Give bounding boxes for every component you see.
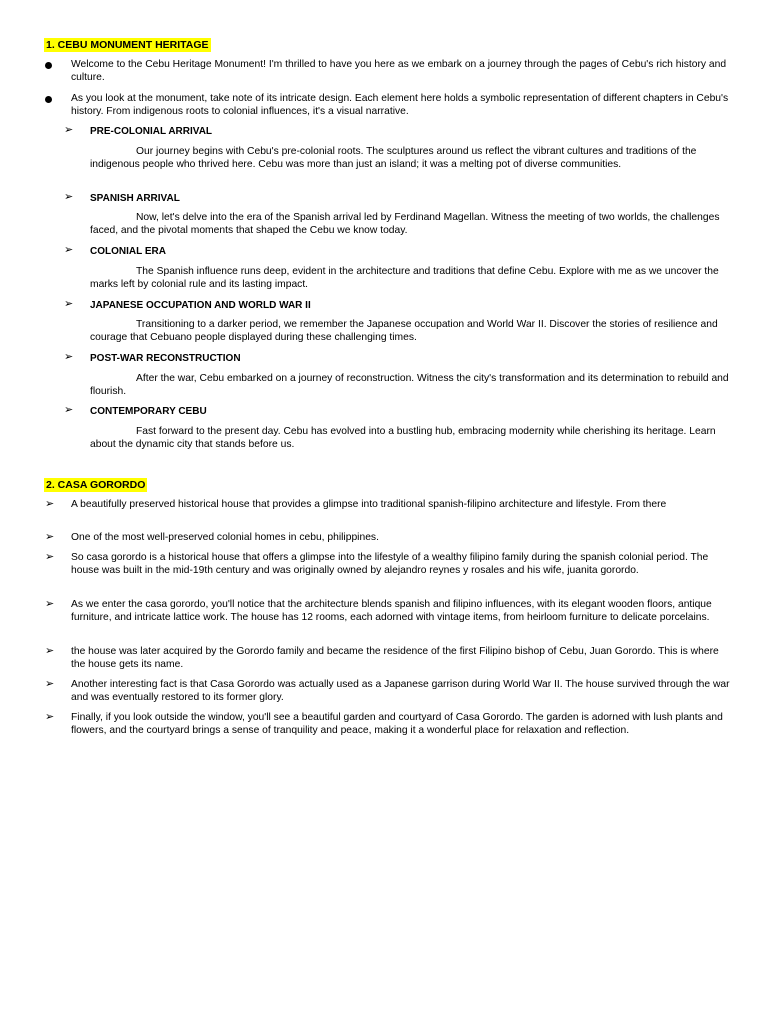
arrow-bullet-icon: ➢ [45,678,55,690]
section-1-bullet-2: As you look at the monument, take note of its intricate design. Each element here holds a symbolic representation of different chapters in Cebu's history. From indigenous roots to colonial influences, it's a visual narrative. [71,93,729,118]
subsection-title-japanese-occupation: JAPANESE OCCUPATION AND WORLD WAR II [90,300,311,311]
arrow-bullet-icon: ➢ [64,124,74,136]
section-2-item-4: As we enter the casa gorordo, you'll notice that the architecture blends spanish and filipino influences, with its elegant wooden floors, antique furniture, and intricate lattice work. The house has 12 rooms, each adorned with vintage items, from heirloom furniture to delicate porcelains. [71,599,712,624]
section-2-item-2: One of the most well-preserved colonial homes in cebu, philippines. [71,532,379,543]
section-2-heading: 2. CASA GORORDO [46,479,146,491]
arrow-bullet-icon: ➢ [64,404,74,416]
subsection-text-post-war: After the war, Cebu embarked on a journey of reconstruction. Witness the city's transformation and its determination to rebuild and flourish. [90,373,729,398]
arrow-bullet-icon: ➢ [64,298,74,310]
bullet-dot-icon [45,96,52,103]
section-2-item-1: A beautifully preserved historical house that provides a glimpse into traditional spanish-filipino architecture and lifestyle. From there [71,499,667,510]
subsection-text-contemporary: Fast forward to the present day. Cebu has evolved into a bustling hub, embracing modernity while cherishing its heritage. Learn about the dynamic city that stands before us. [90,426,716,451]
arrow-bullet-icon: ➢ [64,244,74,256]
subsection-text-japanese-occupation: Transitioning to a darker period, we remember the Japanese occupation and World War II. Discover the stories of resilience and courage that Cebuano people displayed during these challenging times. [90,319,718,344]
arrow-bullet-icon: ➢ [64,351,74,363]
section-1-bullet-1: Welcome to the Cebu Heritage Monument! I'm thrilled to have you here as we embark on a journey through the pages of Cebu's rich history and culture. [71,59,727,84]
subsection-text-pre-colonial: Our journey begins with Cebu's pre-colonial roots. The sculptures around us reflect the vibrant cultures and traditions of the indigenous people who thrived here. Cebu was more than just an island; it was a melting pot of diverse communities. [90,146,697,171]
subsection-title-spanish-arrival: SPANISH ARRIVAL [90,193,180,204]
subsection-title-contemporary: CONTEMPORARY CEBU [90,406,207,417]
arrow-bullet-icon: ➢ [45,531,55,543]
section-2-item-3: So casa gorordo is a historical house that offers a glimpse into the lifestyle of a wealthy filipino family during the spanish colonial period. The house was built in the mid-19th century and was originally owned by alejandro reynes y rosales and his wife, juanita gorordo. [71,552,709,577]
arrow-bullet-icon: ➢ [45,645,55,657]
section-2-item-5: the house was later acquired by the Gorordo family and became the residence of the first Filipino bishop of Cebu, Juan Gorordo. This is where the house gets its name. [71,646,719,671]
arrow-bullet-icon: ➢ [45,498,55,510]
section-2-item-6: Another interesting fact is that Casa Gorordo was actually used as a Japanese garrison during World War II. The house survived through the war and was eventually restored to its former glory. [71,679,730,704]
arrow-bullet-icon: ➢ [64,191,74,203]
arrow-bullet-icon: ➢ [45,551,55,563]
arrow-bullet-icon: ➢ [45,598,55,610]
subsection-text-spanish-arrival: Now, let's delve into the era of the Spanish arrival led by Ferdinand Magellan. Witness the meeting of two worlds, the challenges faced, and the pivotal moments that shaped the Cebu we know today. [90,212,720,237]
subsection-title-post-war: POST-WAR RECONSTRUCTION [90,353,241,364]
section-2-item-7: Finally, if you look outside the window, you'll see a beautiful garden and courtyard of Casa Gorordo. The garden is adorned with lush plants and flowers, and the courtyard brings a sense of tranquility and peace, making it a wonderful place for relaxation and reflection. [71,712,723,737]
arrow-bullet-icon: ➢ [45,711,55,723]
subsection-title-pre-colonial: PRE-COLONIAL ARRIVAL [90,126,213,137]
section-1-heading: 1. CEBU MONUMENT HERITAGE [46,39,209,51]
bullet-dot-icon [45,62,52,69]
subsection-text-colonial-era: The Spanish influence runs deep, evident in the architecture and traditions that define Cebu. Explore with me as we uncover the marks left by colonial rule and its lasting impact. [90,266,719,291]
subsection-title-colonial-era: COLONIAL ERA [90,246,166,257]
